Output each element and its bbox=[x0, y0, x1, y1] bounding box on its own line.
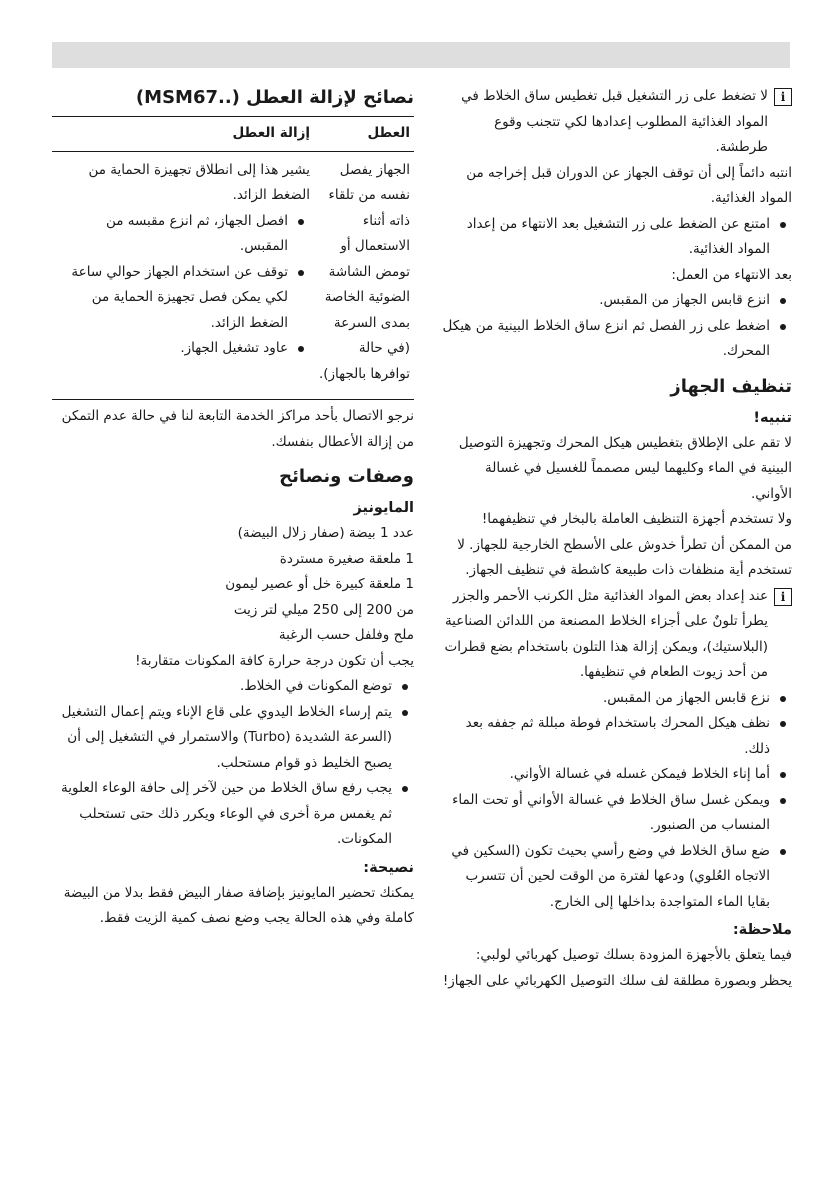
note-p1: فيما يتعلق بالأجهزة المزودة بسلك توصيل كهربائي لولبي: bbox=[475, 947, 792, 963]
list-item: توضع المكونات في الخلاط. bbox=[52, 674, 414, 700]
warning-p2: ولا تستخدم أجهزة التنظيف العاملة بالبخار في تنظيفهما! bbox=[481, 511, 792, 527]
list-item: ضع ساق الخلاط في وضع رأسي بحيث تكون (السكين في الاتجاه العُلوي) ودعها لفترة من الوقت لحين أن تتسرب بقايا الماء المتواجدة بداخلها إلى الخارج. bbox=[442, 839, 792, 916]
after-work-label: بعد الانتهاء من العمل: bbox=[671, 266, 792, 283]
list-item: افصل الجهاز، ثم انزع مقبسه من المقبس. bbox=[56, 209, 310, 260]
list-item: عاود تشغيل الجهاز. bbox=[56, 336, 310, 362]
note-title: ملاحظة: bbox=[732, 922, 792, 938]
left-column bbox=[52, 84, 414, 932]
clean-heading: تنظيف الجهاز bbox=[670, 375, 792, 397]
info-icon: i bbox=[774, 588, 792, 606]
list-item: امتنع عن الضغط على زر التشغيل بعد الانتهاء من إعداد المواد الغذائية. bbox=[442, 212, 792, 263]
info-icon: i bbox=[774, 88, 792, 106]
list-item: يتم إرساء الخلاط اليدوي على قاع الإناء ويتم إعمال التشغيل (السرعة الشديدة (Turbo) والاستمرار في التشغيل إلى أن يصبح الخليط ذو قوام مستحلب. bbox=[52, 700, 414, 777]
warning-p1: لا تقم على الإطلاق بتغطيس هيكل المحرك وتجهيزة التوصيل البينية في الماء وكليهما ليس مصمماً للغسيل في غسالة الأواني. bbox=[458, 434, 792, 502]
list-item: أما إناء الخلاط فيمكن غسله في غسالة الأواني. bbox=[442, 762, 792, 788]
list-item: ويمكن غسل ساق الخلاط في غسالة الأواني أو تحت الماء المنساب من الصنبور. bbox=[442, 788, 792, 839]
ingredient: 1 ملعقة كبيرة خل أو عصير ليمون bbox=[225, 576, 414, 592]
info-text-1b: انتبه دائماً إلى أن توقف الجهاز عن الدوران قبل إخراجه من المواد الغذائية. bbox=[466, 164, 792, 206]
divider bbox=[52, 399, 414, 400]
right-column bbox=[442, 84, 792, 994]
info-text-1: لا تضغط على زر التشغيل قبل تغطيس ساق الخلاط في المواد الغذائية المطلوب إعدادها لكي تتجنب وقوع طرطشة. bbox=[461, 88, 768, 155]
service-note: نرجو الاتصال بأحد مراكز الخدمة التابعة لنا في حالة عدم التمكن من إزالة الأعطال بنفسك. bbox=[61, 408, 414, 450]
list-item: نظف هيكل المحرك باستخدام فوطة مبللة ثم جففه بعد ذلك. bbox=[442, 711, 792, 762]
temp-note: يجب أن تكون درجة حرارة كافة المكونات متقاربة! bbox=[135, 652, 414, 669]
table-row bbox=[52, 151, 414, 389]
ingredient: 1 ملعقة صغيرة مستردة bbox=[279, 550, 414, 567]
troubleshoot-table bbox=[52, 116, 414, 389]
list-item: توقف عن استخدام الجهاز حوالي ساعة لكي يمكن فصل تجهيزة الحماية من الضغط الزائد. bbox=[56, 260, 310, 337]
warning-p3: من الممكن أن تطرأ خدوش على الأسطح الخارجية للجهاز. لا تستخدم أية منظفات ذات طبيعة كاشطة في تنظيف الجهاز. bbox=[457, 536, 792, 578]
ingredient: عدد 1 بيضة (صفار زلال البيضة) bbox=[237, 525, 414, 541]
ingredient: من 200 إلى 250 ميلي لتر زيت bbox=[233, 601, 414, 618]
fix-intro: يشير هذا إلى انطلاق تجهيزة الحماية من الضغط الزائد. bbox=[88, 161, 310, 203]
tip-title: نصيحة: bbox=[363, 859, 414, 876]
bullet-list-clean bbox=[442, 686, 792, 916]
mayo-title: المايونيز bbox=[353, 500, 414, 516]
tip-text: يمكنك تحضير المايونيز بإضافة صفار البيض فقط بدلا من البيضة كاملة وفي هذه الحالة يجب وضع نصف كمية الزيت فقط. bbox=[63, 884, 414, 926]
steps-list bbox=[52, 674, 414, 853]
ingredient: ملح وفلفل حسب الرغبة bbox=[278, 627, 414, 643]
note-p2: يحظر وبصورة مطلقة لف سلك التوصيل الكهربائي على الجهاز! bbox=[442, 972, 792, 989]
bullet-list-1 bbox=[442, 212, 792, 263]
list-item: اضغط على زر الفصل ثم انزع ساق الخلاط البينية من هيكل المحرك. bbox=[442, 314, 792, 365]
warning-title: تنبيه! bbox=[753, 409, 792, 426]
fix-cell bbox=[52, 151, 314, 389]
bullet-list-after bbox=[442, 288, 792, 365]
info-note-2 bbox=[442, 584, 792, 686]
troubleshoot-heading: نصائح لإزالة العطل (..MSM67) bbox=[135, 87, 414, 108]
list-item: انزع قابس الجهاز من المقبس. bbox=[442, 288, 792, 314]
fix-list bbox=[56, 209, 310, 362]
col-header-fault: العطل bbox=[314, 117, 414, 152]
info-note-1 bbox=[442, 84, 792, 161]
list-item: يجب رفع ساق الخلاط من حين لآخر إلى حافة الوعاء العلوية ثم يغمس مرة أخرى في الوعاء ويكرر ذلك حتى تستحلب المكونات. bbox=[52, 776, 414, 853]
info-text-2: عند إعداد بعض المواد الغذائية مثل الكرنب الأحمر والجزر يطرأ تلونٌ على أجزاء الخلاط المصنعة من اللدائن الصناعية (البلاستيك)، ويمكن إزالة هذا التلون باستخدام بضع قطرات من أحد زيوت الطعام في تنظيفها. bbox=[444, 587, 768, 680]
header-bar bbox=[52, 42, 790, 68]
list-item: نزع قابس الجهاز من المقبس. bbox=[442, 686, 792, 712]
recipes-heading: وصفات ونصائح bbox=[279, 466, 414, 487]
col-header-fix: إزالة العطل bbox=[52, 117, 314, 152]
fault-cell: الجهاز يفصل نفسه من تلقاء ذاته أثناء الاستعمال أو تومض الشاشة الضوئية الخاصة بمدى السرعة (في حالة توافرها بالجهاز). bbox=[318, 161, 410, 382]
